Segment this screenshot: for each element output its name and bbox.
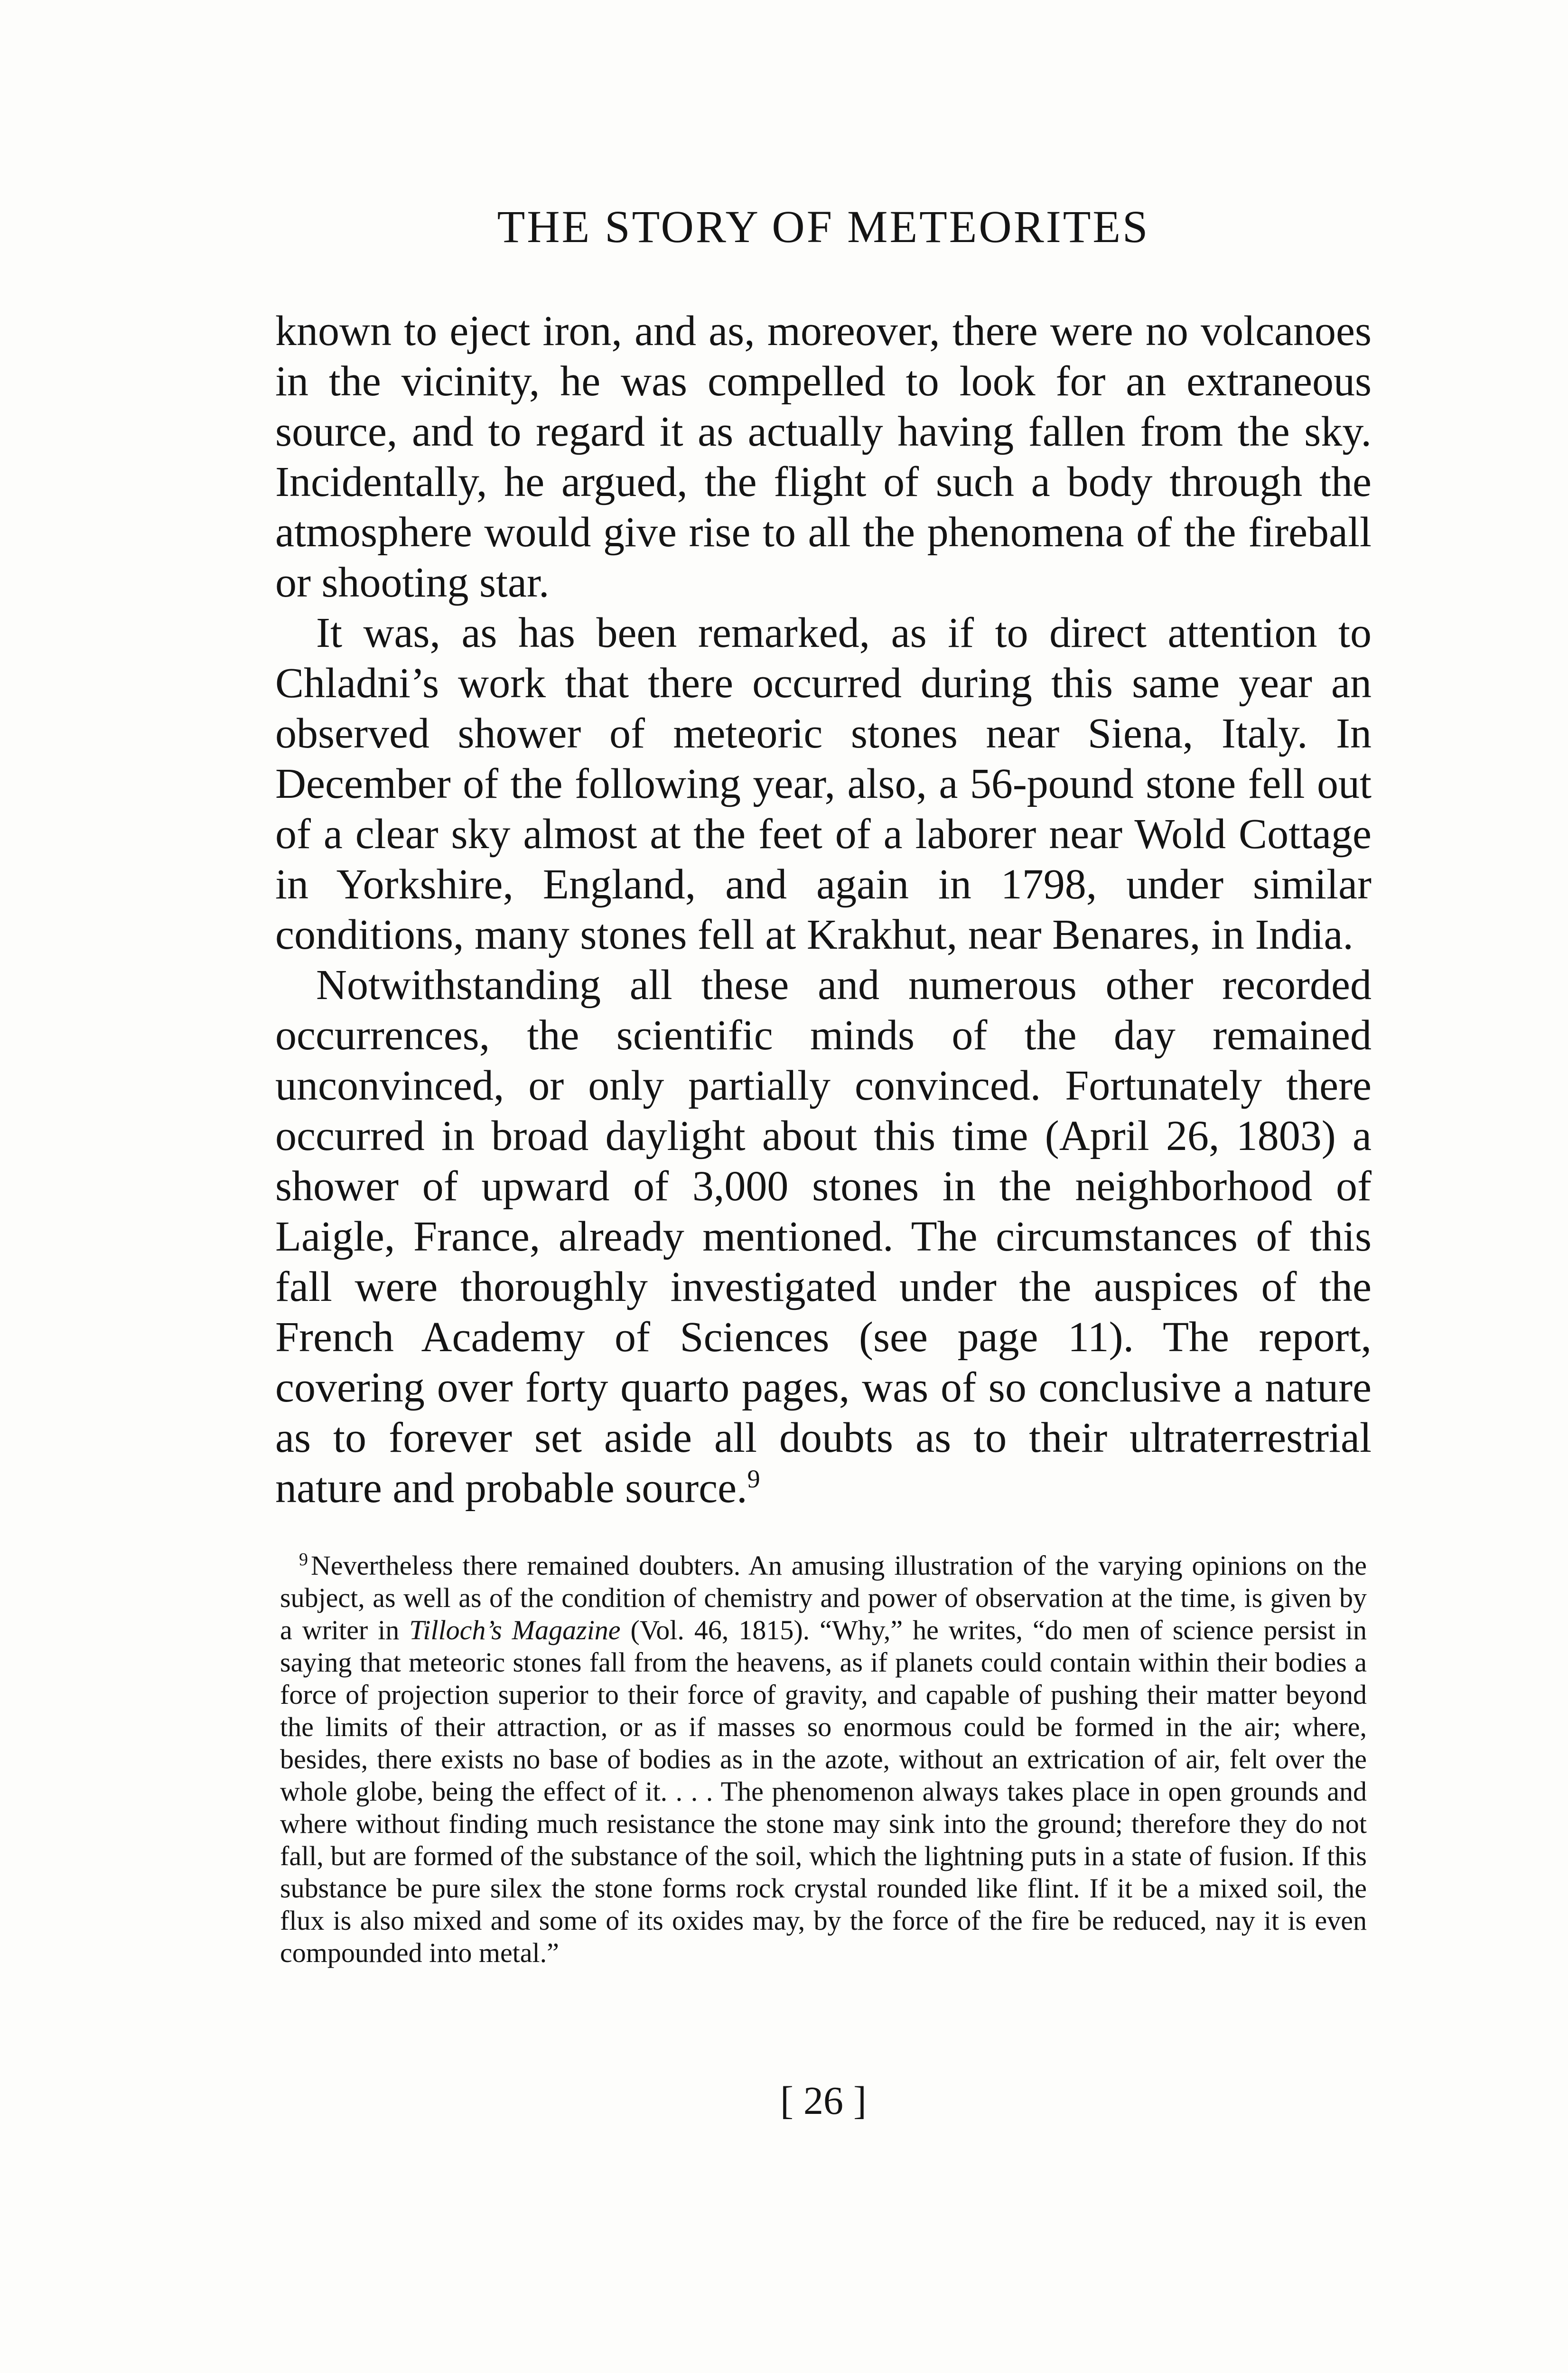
body-text	[275, 306, 1372, 1513]
footnote-text-part-2: (Vol. 46, 1815). “Why,” he writes, “do men of science persist in saying that meteoric stones fall from the heavens, as if planets could contain within their bodies a force of projection superior to their force of gravity, and capable of pushing their matter beyond the limits of their attraction, or as if masses so enormous could be formed in the air; where, besides, there exists no base of bodies as in the azote, without an extrication of air, felt over the whole globe, being the effect of it. . . . The phenomenon always takes place in open grounds and where without finding much resistance the stone may sink into the ground; therefore they do not fall, but are formed of the substance of the soil, which the lightning puts in a state of fusion. If this substance be pure silex the stone forms rock crystal rounded like flint. If it be a mixed soil, the flux is also mixed and some of its oxides may, by the force of the fire be reduced, nay it is even compounded into metal.”	[280, 1615, 1367, 1968]
running-head: THE STORY OF METEORITES	[497, 201, 1150, 252]
footnote-mark: 9	[299, 1549, 308, 1570]
paragraph-2: It was, as has been remarked, as if to direct attention to Chladni’s work that there occurred during this same year an observed shower of meteoric stones near Siena, Italy. In December of the following year, also, a 56-pound stone fell out of a clear sky almost at the feet of a laborer near Wold Cottage in Yorkshire, England, and again in 1798, under similar conditions, many stones fell at Krakhut, near Benares, in India.	[275, 609, 1372, 958]
paragraph-1: known to eject iron, and as, moreover, there were no volcanoes in the vicinity, he was compelled to look for an extraneous source, and to regard it as actually having fallen from the sky. Incidentally, he argued, the flight of such a body through the atmosphere would give rise to all the phenomena of the fireball or shooting star.	[275, 308, 1372, 606]
footnote-reference: 9	[747, 1465, 760, 1493]
book-page	[275, 0, 1372, 2373]
footnote-magazine-title: Tilloch’s Magazine	[409, 1615, 621, 1645]
page-number: [ 26 ]	[780, 2079, 867, 2123]
paragraph-3	[275, 960, 1372, 1513]
footnote-text	[280, 1550, 1367, 1969]
footnote-text-part-1: Nevertheless there remained doubters. An amusing illustration of the varying opinions on the subject, as well as of the condition of chemistry and power of observation at the time, is given by a writer in	[280, 1550, 1367, 1645]
paragraph-3-text: Notwithstanding all these and numerous other recorded occurrences, the scientific minds of the day remained unconvinced, or only partially convinced. Fortunately there occurred in broad daylight about this time (April 26, 1803) a shower of upward of 3,000 stones in the neighborhood of Laigle, France, already mentioned. The circumstances of this fall were thoroughly investigated under the auspices of the French Academy of Sciences (see page 11). The report, covering over forty quarto pages, was of so conclusive a nature as to forever set aside all doubts as to their ultraterrestrial nature and probable source.	[275, 962, 1372, 1512]
footnote	[280, 1550, 1367, 1969]
